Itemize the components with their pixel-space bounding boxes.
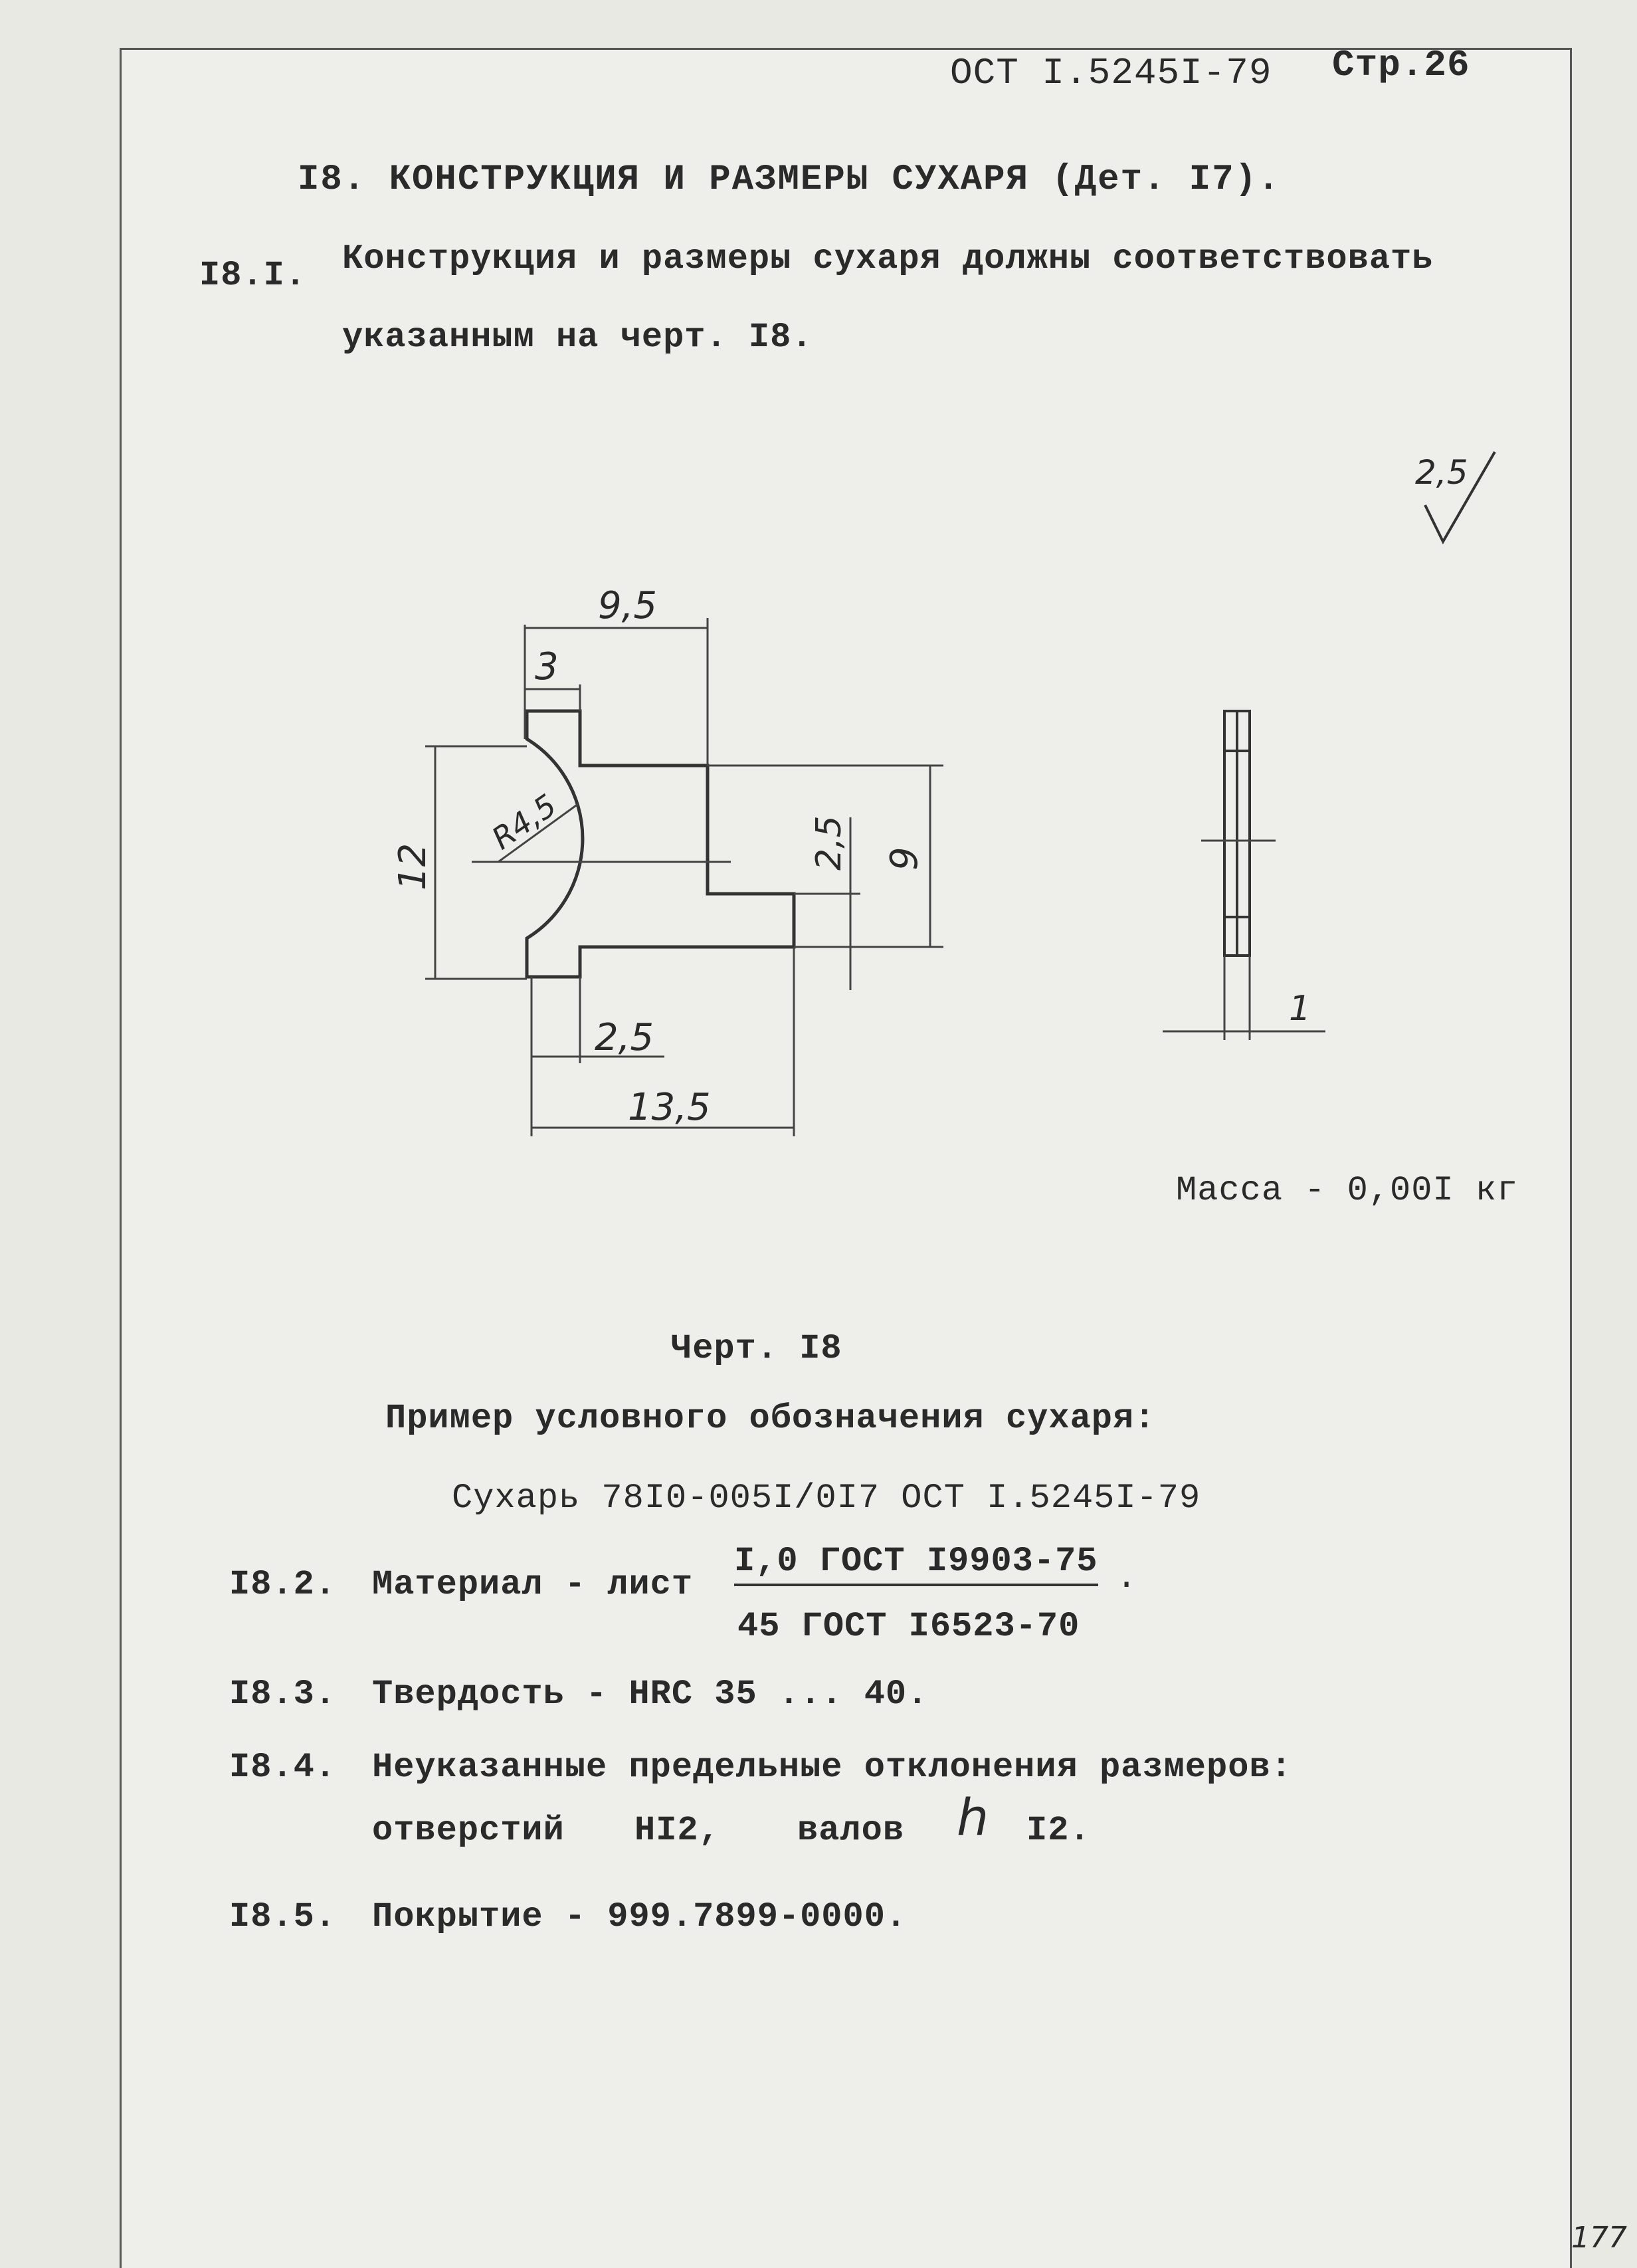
clause-2-text: Материал - лист (372, 1565, 694, 1604)
clause-1-number: I8.I. (199, 256, 307, 295)
tolerance-holes-value: HI2, (634, 1811, 720, 1850)
dim-small-width: 3 (535, 645, 559, 688)
material-denominator: 45 ГОСТ I6523-70 (737, 1607, 1080, 1646)
section-title: I8. КОНСТРУКЦИЯ И РАЗМЕРЫ СУХАРЯ (Дет. I7). (298, 159, 1281, 200)
clause-1-line2: указанным на черт. I8. (342, 318, 813, 357)
tolerance-shafts-h: h (957, 1788, 989, 1847)
part-profile (527, 711, 794, 977)
tolerance-shafts-value: I2. (1026, 1811, 1091, 1850)
dim-height-right: 9 (883, 847, 926, 871)
dim-thickness: 1 (1289, 989, 1311, 1029)
doc-code: ОСТ I.5245I-79 (950, 52, 1272, 94)
side-view (1224, 711, 1250, 956)
figure-caption: Черт. I8 (671, 1329, 842, 1368)
material-numerator: I,0 ГОСТ I9903-75 (734, 1542, 1098, 1586)
mass: Масса - 0,00I кг (1176, 1171, 1519, 1210)
dim-bottom-width: 13,5 (628, 1086, 711, 1129)
tolerance-holes-label: отверстий (372, 1811, 565, 1850)
clause-4-line1: Неуказанные предельные отклонения размеров: (372, 1748, 1292, 1787)
clause-2-end: . (1116, 1558, 1138, 1598)
dim-step: 2,5 (809, 815, 849, 871)
tolerance-shafts-label: валов (797, 1811, 905, 1850)
clause-1-line1: Конструкция и размеры сухаря должны соответствовать (342, 239, 1434, 278)
dim-top-width: 9,5 (598, 584, 658, 627)
clause-3-text: Твердость - HRC 35 ... 40. (372, 1675, 929, 1714)
page-label: Стр.26 (1332, 44, 1470, 86)
clause-4-number: I8.4. (229, 1748, 337, 1787)
clause-3-number: I8.3. (229, 1675, 337, 1714)
clause-5-number: I8.5. (229, 1897, 337, 1936)
example-label: Пример условного обозначения сухаря: (385, 1399, 1156, 1438)
dim-radius: R4,5 (485, 787, 563, 857)
dimension-lines (425, 618, 943, 1136)
clause-5-text: Покрытие - 999.7899-0000. (372, 1897, 908, 1936)
dim-height-left: 12 (391, 843, 434, 890)
clause-2-number: I8.2. (229, 1565, 337, 1604)
page-number: 177 (1571, 2221, 1627, 2255)
example-designation: Сухарь 78I0-005I/0I7 ОСТ I.5245I-79 (452, 1479, 1201, 1518)
dim-bottom-small: 2,5 (595, 1016, 654, 1059)
roughness-value: 2,5 (1415, 453, 1468, 492)
